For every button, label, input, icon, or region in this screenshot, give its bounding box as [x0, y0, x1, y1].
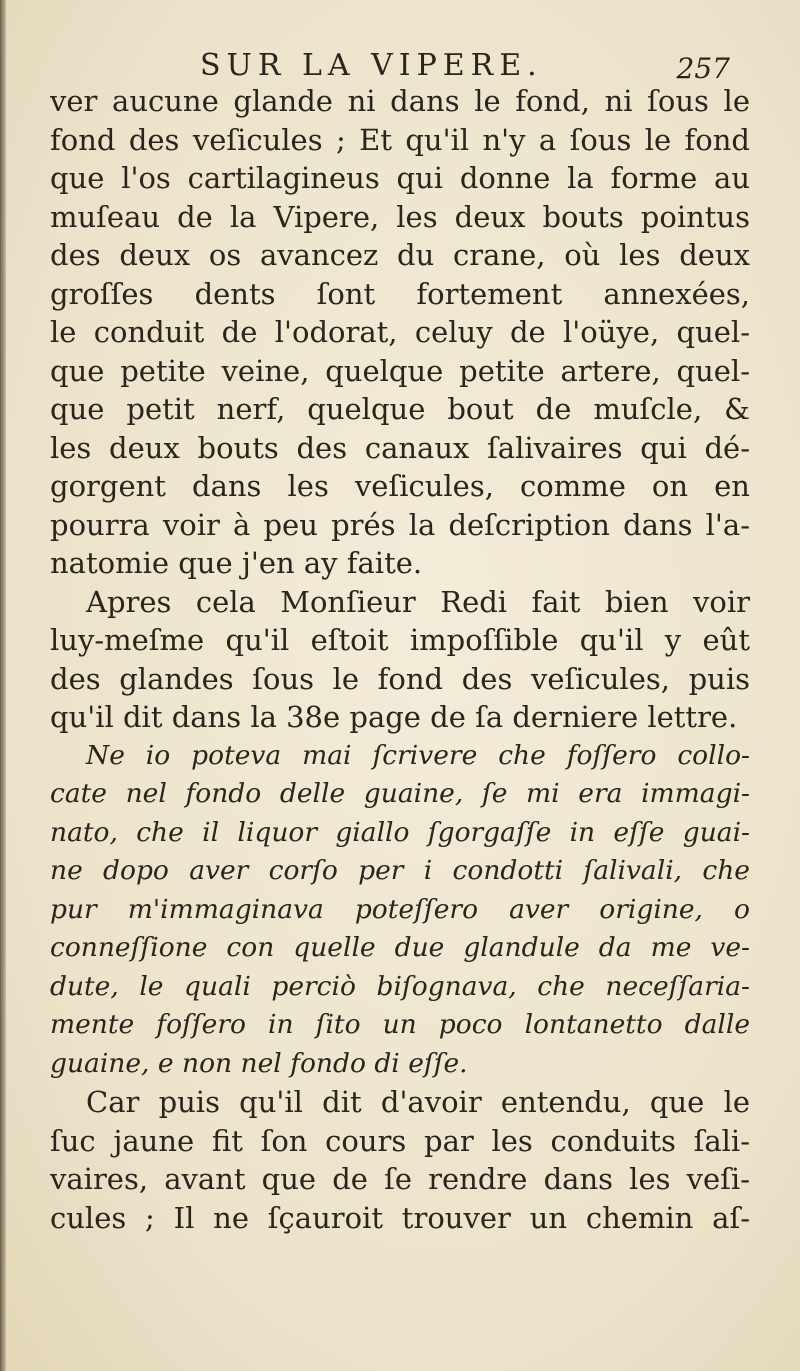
- text-line: vaires, avant que de ſe rendre dans les veſi-: [50, 1162, 750, 1196]
- quote-line: dute, le quali perciò biſognava, che neceſſaria-: [50, 970, 750, 1002]
- page-gutter: [0, 0, 6, 1371]
- text-line: gorgent dans les veſicules, comme on en: [50, 469, 750, 503]
- text-line: luy-meſme qu'il eſtoit impoſſible qu'il y eût: [50, 623, 750, 657]
- text-line: le conduit de l'odorat, celuy de l'oüye, quel-: [50, 315, 750, 349]
- text-line: qu'il dit dans la 38e page de ſa derniere lettre.: [50, 700, 738, 734]
- text-line: les deux bouts des canaux ſalivaires qui dé-: [50, 430, 750, 465]
- text-line: pourra voir à peu prés la deſcription dans l'a-: [50, 507, 750, 542]
- text-line: des deux os avancez du crane, où les deux: [50, 238, 750, 272]
- text-line: que l'os cartilagineus qui donne la forme au: [50, 161, 750, 195]
- text-line: des glandes ſous le fond des veſicules, puis: [50, 661, 750, 696]
- text-line: cules ; Il ne ſçauroit trouver un chemin aſ-: [50, 1200, 750, 1235]
- quote-line: pur m'immaginava poteſſero aver origine, o: [50, 893, 750, 925]
- text-line: ſuc jaune fit ſon cours par les conduits ſali-: [50, 1123, 750, 1158]
- quote-line: nato, che il liquor giallo ſgorgaſſe in eſſe guai-: [50, 816, 750, 848]
- text-line: que petite veine, quelque petite artere, quel-: [50, 353, 750, 388]
- page-number: 257: [676, 52, 730, 85]
- text-line: que petit nerf, quelque bout de muſcle, &: [50, 392, 750, 426]
- text-line: ver aucune glande ni dans le fond, ni ſous le: [50, 84, 750, 118]
- quote-line: cate nel fondo delle guaine, ſe mi era immagi-: [50, 778, 750, 809]
- body-text: [50, 82, 750, 1237]
- quote-line: ne dopo aver corſo per i condotti ſalivali, che: [50, 855, 750, 886]
- running-title: SUR LA VIPERE.: [200, 48, 543, 83]
- quote-line: conneſſione con quelle due glandule da me ve-: [50, 932, 750, 963]
- text-line: muſeau de la Vipere, les deux bouts pointus: [50, 199, 750, 234]
- text-line: Apres cela Monſieur Redi fait bien voir: [86, 584, 750, 619]
- text-line: natomie que j'en ay faite.: [50, 546, 423, 580]
- quote-line: mente foſſero in ſito un poco lontanetto dalle: [50, 1009, 750, 1040]
- text-line: groſſes dents ſont fortement annexées,: [50, 276, 750, 311]
- quote-line: guaine, e non nel fondo di eſſe.: [50, 1047, 468, 1079]
- quote-line: Ne io poteva mai ſcrivere che foſſero collo-: [86, 739, 750, 771]
- text-line: fond des veſicules ; Et qu'il n'y a ſous le fond: [50, 122, 750, 157]
- text-line: Car puis qu'il dit d'avoir entendu, que le: [86, 1085, 750, 1119]
